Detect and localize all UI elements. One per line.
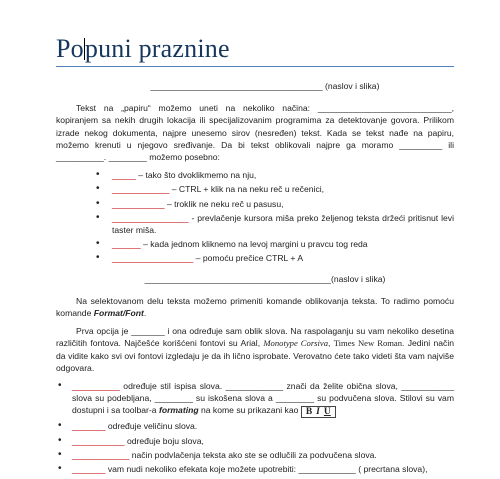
list-item-text: – tako što dvoklikmemo na nju, [135, 170, 257, 181]
list-item [56, 169, 454, 181]
list-item-blank: _____ [112, 170, 136, 181]
paragraph-2 [56, 295, 454, 319]
list-item-blank: _______ [72, 421, 106, 432]
list-item [56, 435, 454, 447]
list-item-text: - prevlačenje kursora miša preko željenog teksta držeći pritisnut levi taster miša. [112, 212, 454, 236]
list-item-blank: ____________ [72, 449, 130, 460]
list-item-blank: ______ [112, 239, 141, 250]
style-buttons-box [301, 406, 336, 418]
title-underline [56, 66, 454, 67]
list-item-blank: __________ [72, 381, 120, 392]
section-heading-1 [56, 80, 454, 92]
list-item-blank: ___________ [112, 198, 165, 209]
p1-text-b: , kopiranjem sa nekih drugih lokacija ili specijalizovanim programima za detektovanje govora. Prilikom izrade nekog dokumenta, najpre unesemo sirov (nesređen) tekst. Kada se tekst nađe na papiru, možemo krenuti u njegovo sređivanje. Da bi tekst oblikovali najpre ga moramo [56, 103, 454, 150]
bullet-icon: • [58, 420, 62, 432]
list-item-blank: ___________ [72, 435, 125, 446]
underline-button[interactable]: U [323, 407, 331, 418]
bullet-icon: • [58, 434, 62, 446]
list-item [56, 252, 454, 264]
p1-text-c: ili [442, 139, 454, 150]
title-area [56, 34, 448, 64]
p1-blank-1: ____________________________ [317, 103, 452, 114]
section-heading-2 [56, 273, 454, 285]
bullet-icon: • [58, 380, 62, 392]
list-item [56, 212, 454, 236]
list-item-text: način podvlačenja teksta ako ste se odlučili za podvučena slova. [129, 449, 377, 460]
heading-1-blank: ____________________________________ [150, 81, 323, 91]
heading-2-suffix: (naslov i slika) [330, 273, 386, 284]
bullet-icon: • [96, 238, 100, 250]
font-sample-tnr: Times New Roman [333, 338, 403, 349]
list-item-text: – troklik ne neku reč u pasusu, [164, 198, 284, 209]
selection-methods-list [56, 169, 454, 264]
p3-text-d: . Jedini način da vidite kako svi ovi fontovi izgledaju je da ih lično isprobate. Verovatno ćete tako videti šta vam najviše odgovara. [56, 338, 455, 373]
list-item-text: vam nudi nekoliko efekata koje možete upotrebiti: ____________ ( precrtana slova), [105, 464, 428, 475]
font-options-list [56, 380, 454, 475]
p3-text-a: Prva opcija je [76, 326, 132, 337]
list-item-blank: ________________ [112, 212, 189, 223]
paragraph-3 [56, 325, 454, 374]
list-item-blank: _______ [72, 464, 106, 475]
document-body[interactable] [56, 80, 454, 479]
bullet-icon: • [96, 169, 100, 181]
list-item [56, 463, 454, 475]
list-item [56, 183, 454, 195]
list-item-text: – pomoću prečice CTRL + A [193, 253, 304, 264]
bullet-icon: • [58, 448, 62, 460]
bullet-icon: • [96, 252, 100, 264]
list-item [56, 420, 454, 432]
heading-1-suffix: (naslov i slika) [322, 81, 380, 91]
list-item [56, 198, 454, 210]
list-item-text: – kada jednom kliknemo na levoj margini u pravcu tog reda [140, 239, 368, 250]
p1-blank-2: _________ [399, 139, 443, 150]
list-item-blank: _________________ [112, 253, 194, 264]
list-item [56, 380, 454, 418]
list-item [56, 449, 454, 461]
bullet-icon: • [96, 211, 100, 223]
italic-button[interactable]: I [316, 407, 320, 418]
list-item-text: određuje veličinu slova. [105, 421, 198, 432]
paragraph-1 [56, 102, 454, 163]
p1-text-d: . ________ možemo posebno: [103, 152, 220, 163]
p3-blank: _______ [131, 326, 165, 337]
title-part-2: puni praznine [84, 34, 230, 63]
list-item-text: određuje boju slova, [124, 435, 204, 446]
title-part-1: Po [56, 34, 84, 63]
bullet-icon: • [96, 197, 100, 209]
p3-text-c: , [328, 338, 334, 349]
list-item-blank: ____________ [112, 184, 170, 195]
p3-text-b: i ona određuje sam oblik slova. Na raspolaganju su vam nekoliko desetina različitih fontova. Najčešće korišćeni fontovi su Arial, [56, 326, 454, 349]
list-item-text: – CTRL + klik na na neku reč u rečenici, [169, 184, 325, 195]
p1-blank-3: __________ [56, 152, 104, 163]
bullet-icon: • [96, 183, 100, 195]
toolbar-name: formating [158, 405, 199, 416]
bullet-icon: • [58, 463, 62, 475]
list-item [56, 238, 454, 250]
bold-button[interactable]: B [305, 407, 313, 418]
page-title[interactable] [56, 34, 448, 64]
p1-text-a: Tekst na „papiru“ možemo uneti na nekoliko načina: [76, 103, 318, 114]
list-item-after: na kome su prikazani kao [198, 405, 301, 416]
p2-text-b: . [143, 308, 147, 319]
heading-2-blank: _______________________________________ [144, 273, 331, 284]
p2-command: Format/Font [93, 308, 144, 319]
list-item-text: određuje stil ispisa slova. ____________ znači da želite obična slova, ___________ slova su podebljana, ________ su iskošena slova a ________ su podvučena slova. Stilovi su vam dostupni i sa toolbar-a [72, 381, 454, 416]
font-sample-corsiva: Monotype Corsiva [263, 338, 329, 349]
p2-text-a: Na selektovanom delu teksta možemo primeniti komande oblikovanja teksta. To radimo pomoću komande [56, 295, 454, 319]
